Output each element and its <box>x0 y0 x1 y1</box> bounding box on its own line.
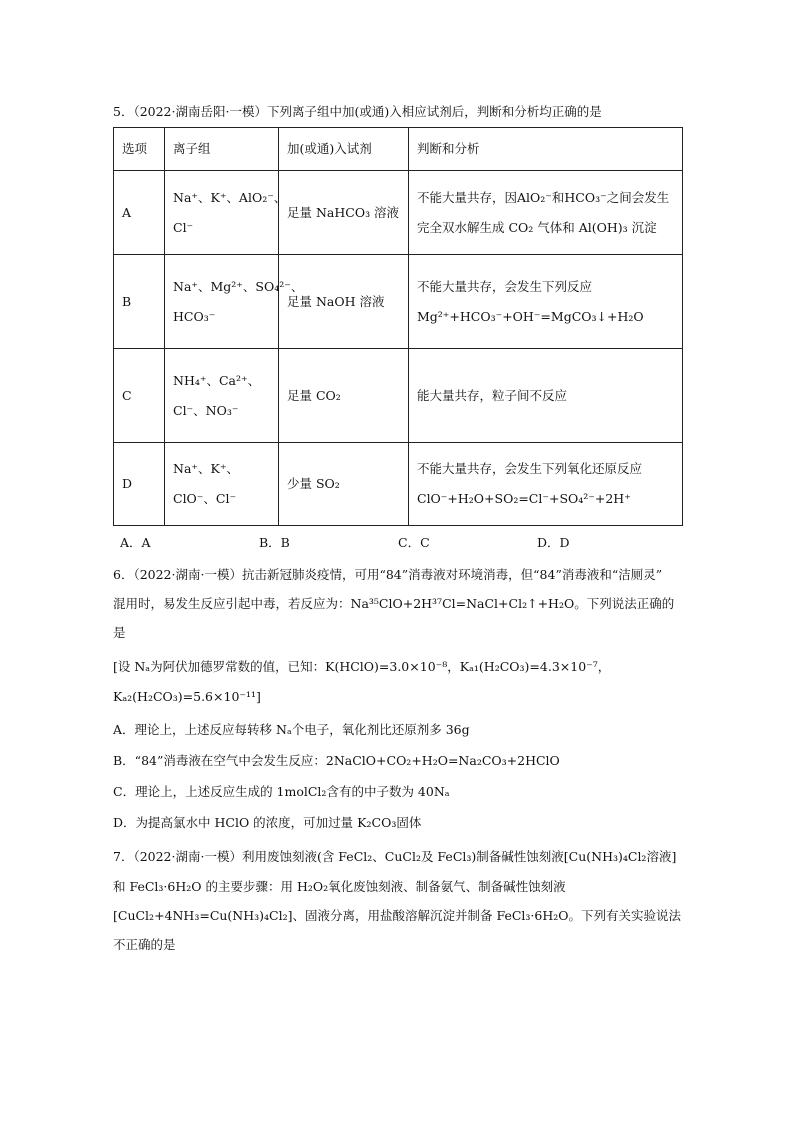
ions-line: NH₄⁺、Ca²⁺、 <box>173 372 261 388</box>
row-option: C <box>114 349 165 443</box>
row-reagent: 足量 CO₂ <box>279 349 409 443</box>
row-option: D <box>114 443 165 526</box>
row-analysis <box>409 171 683 255</box>
analysis-line: 不能大量共存，会发生下列氧化还原反应 <box>417 461 643 476</box>
question-5-stem: 5．（2022·湖南岳阳·一模）下列离子组中加(或通)入相应试剂后，判断和分析均正确的是 <box>113 104 602 119</box>
row-reagent: 足量 NaHCO₃ 溶液 <box>279 171 409 255</box>
question-6-option-d[interactable]: D．为提高氯水中 HClO 的浓度，可加过量 K₂CO₃固体 <box>113 815 422 830</box>
choice-b[interactable]: B．B <box>259 535 290 550</box>
table-header-row <box>114 128 683 171</box>
table-row <box>114 171 683 255</box>
question-6-stem-line: Kₐ₂(H₂CO₃)=5.6×10⁻¹¹] <box>113 689 261 704</box>
question-7-stem-line: 7．（2022·湖南·一模）利用废蚀刻液(含 FeCl₂、CuCl₂及 FeCl₃)制备碱性蚀刻液[Cu(NH₃)₄Cl₂溶液] <box>113 849 677 864</box>
question-6-option-b[interactable]: B．“84”消毒液在空气中会发生反应：2NaClO+CO₂+H₂O=Na₂CO₃+2HClO <box>113 753 560 768</box>
question-7-stem-line: 不正确的是 <box>113 937 176 952</box>
question-6-option-c[interactable]: C．理论上，上述反应生成的 1molCl₂含有的中子数为 40Nₐ <box>113 784 450 799</box>
choice-c[interactable]: C．C <box>398 535 430 550</box>
ions-line: ClO⁻、Cl⁻ <box>173 491 237 506</box>
row-reagent: 足量 NaOH 溶液 <box>279 255 409 349</box>
choice-d[interactable]: D．D <box>537 535 570 550</box>
question-5-choices <box>120 532 680 554</box>
analysis-line: 不能大量共存，因AlO₂⁻和HCO₃⁻之间会发生 <box>417 189 670 205</box>
table-row <box>114 255 683 349</box>
ions-line: Na⁺、Mg²⁺、SO₄²⁻、 <box>173 278 304 294</box>
ions-line: Cl⁻、NO₃⁻ <box>173 402 239 418</box>
ions-line: HCO₃⁻ <box>173 308 216 324</box>
row-analysis <box>409 255 683 349</box>
question-6-stem-line: [设 Nₐ为阿伏加德罗常数的值，已知：K(HClO)=3.0×10⁻⁸，Kₐ₁(H₂CO₃)=4.3×10⁻⁷， <box>113 659 611 674</box>
question-7-stem-line: 和 FeCl₃·6H₂O 的主要步骤：用 H₂O₂氧化废蚀刻液、制备氨气、制备碱性蚀刻液 <box>113 879 566 894</box>
row-option: A <box>114 171 165 255</box>
table-row <box>114 443 683 526</box>
header-analysis: 判断和分析 <box>409 128 683 171</box>
header-option: 选项 <box>114 128 165 171</box>
analysis-line: ClO⁻+H₂O+SO₂=Cl⁻+SO₄²⁻+2H⁺ <box>417 491 631 506</box>
row-option: B <box>114 255 165 349</box>
ions-line: Na⁺、K⁺、AlO₂⁻、 <box>173 189 287 205</box>
question-6-option-a[interactable]: A．理论上，上述反应每转移 Nₐ个电子，氧化剂比还原剂多 36g <box>113 722 470 737</box>
ions-line: Cl⁻ <box>173 219 194 235</box>
analysis-line: 不能大量共存，会发生下列反应 <box>417 278 593 294</box>
row-ions <box>165 255 304 349</box>
question-5-table <box>113 127 683 526</box>
header-reagent: 加(或通)入试剂 <box>279 128 409 171</box>
table-row <box>114 349 683 443</box>
question-7-stem-line: [CuCl₂+4NH₃=Cu(NH₃)₄Cl₂]、固液分离，用盐酸溶解沉淀并制备 FeCl₃·6H₂O。下列有关实验说法 <box>113 908 682 923</box>
question-6-stem-line: 是 <box>113 625 126 640</box>
question-6-stem-line: 6．（2022·湖南·一模）抗击新冠肺炎疫情，可用“84”消毒液对环境消毒，但“84”消毒液和“洁厕灵” <box>113 567 663 582</box>
row-ions <box>165 171 287 255</box>
header-ion-group: 离子组 <box>165 128 279 171</box>
row-ions <box>165 443 279 526</box>
row-reagent: 少量 SO₂ <box>279 443 409 526</box>
row-analysis <box>409 443 683 526</box>
analysis-line: 完全双水解生成 CO₂ 气体和 Al(OH)₃ 沉淀 <box>417 219 657 235</box>
analysis-line: 能大量共存，粒子间不反应 <box>417 387 568 403</box>
choice-a[interactable]: A．A <box>120 535 151 550</box>
ions-line: Na⁺、K⁺、 <box>173 461 239 476</box>
row-ions <box>165 349 279 443</box>
analysis-line: Mg²⁺+HCO₃⁻+OH⁻=MgCO₃↓+H₂O <box>417 308 644 324</box>
row-analysis <box>409 349 683 443</box>
question-6-stem-line: 混用时，易发生反应引起中毒，若反应为：Na³⁵ClO+2H³⁷Cl=NaCl+Cl₂↑+H₂O。下列说法正确的 <box>113 596 675 611</box>
